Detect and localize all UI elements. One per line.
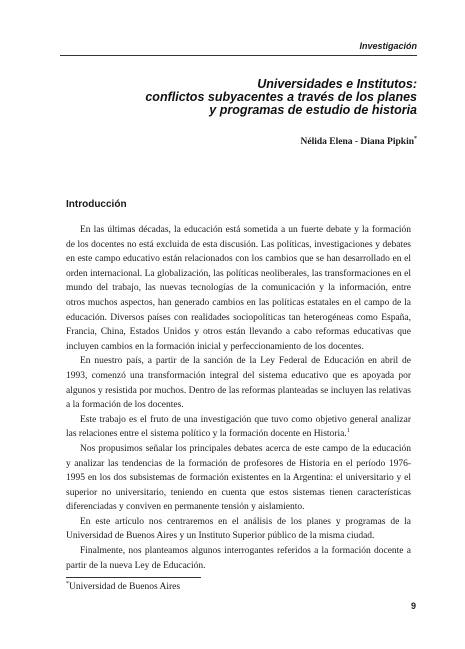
section-heading: Introducción [66,199,127,210]
paragraph: En las últimas décadas, la educación está sometida a un fuerte debate y la formación de los docentes no está excluida de esta discusión. Las políticas, investigaciones y debates en este campo educativo están relacionados con los cambios que se han desarrollado en el orden internacional. La globalización, las políticas neoliberales, las transformaciones en el mundo del trabajo, las nuevas tecnologías de la comunicación y la información, entre otros muchos aspectos, han generado cambios en las políticas estatales en el campo de la educación. Diversos países con realidades sociopolíticas tan heterogéneas como España, Francia, China, Estados Unidos y otros están llevando a cabo reformas educativas que incluyen cambios en la formación inicial y perfeccionamiento de los docentes. [66,225,411,352]
section-label: Investigación [359,41,417,51]
body-text [66,223,411,573]
footnote [66,581,180,592]
paragraph: En nuestro país, a partir de la sanción de la Ley Federal de Educación en abril de 1993, comenzó una transformación integral del sistema educativo que es apoyada por algunos y resistida por muchos. Dentro de las reformas planteadas se incluyen las relativas a la formación de los docentes. [66,356,411,411]
title-line-3: y programas de estudio de historia [209,103,417,117]
paragraph: Este trabajo es el fruto de una investigación que tuvo como objetivo general analizar las relaciones entre el sistema político y la formación docente en Historia.$^1$ [66,414,411,440]
footnote-ref: 1 [346,428,350,435]
author-names: Nélida Elena - Diana Pipkin [300,137,414,148]
title-line-1: Universidades e Institutos: [257,77,417,91]
paragraph: En este artículo nos centraremos en el análisis de los planes y programas de la Universidad de Buenos Aires y un Instituto Superior público de la misma ciudad. [66,516,411,542]
paragraph: Finalmente, nos planteamos algunos interrogantes referidos a la formación docente a partir de la nueva Ley de Educación. [66,546,411,571]
authors [301,136,418,147]
author-footnote-marker: * [414,136,417,142]
header-rule [60,55,417,56]
title-line-2: conflictos subyacentes a través de los planes [145,90,417,104]
footnote-text: Universidad de Buenos Aires [69,582,181,593]
footnote-rule [66,577,201,578]
article-title [145,78,417,117]
page-number: 9 [410,601,416,611]
paragraph: Nos propusimos señalar los principales debates acerca de este campo de la educación y analizar las tendencias de la formación de profesores de Historia en el período 1976-1995 en los dos subsistemas de formación existentes en la Argentina: el universitario y el superior no universitario, teniendo en cuenta que estos sistemas tienen características diferenciadas y conviven en permanente tensión y aislamiento. [66,443,411,513]
footnote-marker: * [66,581,69,587]
